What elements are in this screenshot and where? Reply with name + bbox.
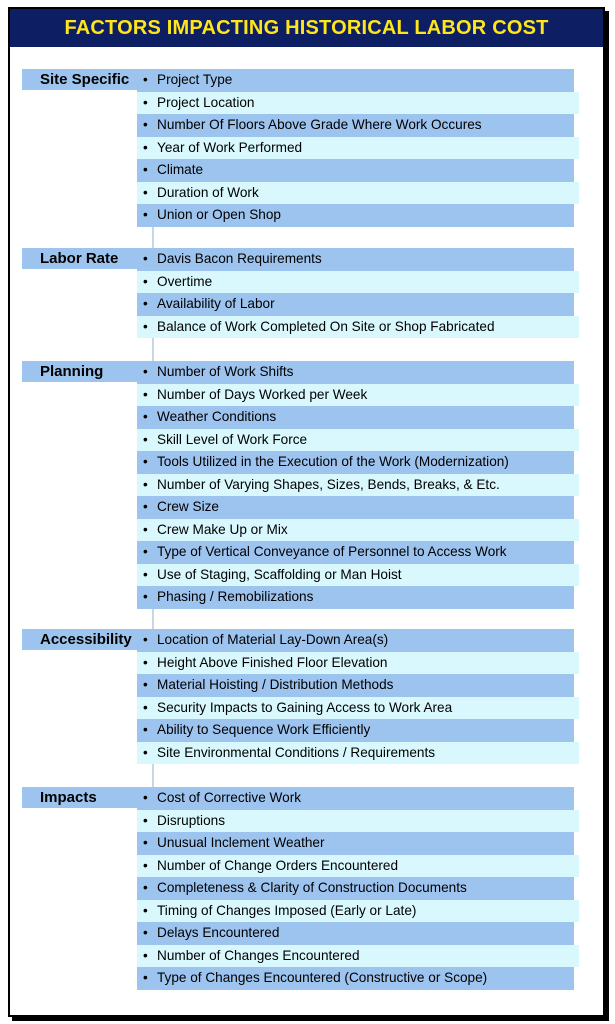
list-item: • Disruptions [137, 810, 579, 833]
list-item: • Overtime [137, 271, 579, 294]
list-item: • Duration of Work [137, 182, 579, 205]
list-item: • Availability of Labor [137, 293, 574, 316]
list-item: • Delays Encountered [137, 922, 574, 945]
list-item: • Balance of Work Completed On Site or Shop Fabricated [137, 316, 579, 339]
section-labor-rate [22, 248, 584, 338]
list-item: • Number of Work Shifts [137, 361, 574, 384]
section-connector [152, 764, 154, 787]
factor-list [137, 787, 574, 990]
list-item: • Skill Level of Work Force [137, 429, 579, 452]
section-impacts [22, 787, 584, 990]
section-label: Planning [22, 361, 146, 382]
list-item: • Site Environmental Conditions / Requirements [137, 742, 579, 765]
section-label: Site Specific [22, 69, 146, 90]
section-label: Impacts [22, 787, 146, 808]
list-item: • Phasing / Remobilizations [137, 586, 574, 609]
section-connector [152, 227, 154, 249]
section-connector [152, 609, 154, 630]
list-item: • Height Above Finished Floor Elevation [137, 652, 579, 675]
list-item: • Type of Changes Encountered (Constructive or Scope) [137, 967, 574, 990]
section-site-specific [22, 69, 584, 227]
list-item: • Security Impacts to Gaining Access to Work Area [137, 697, 579, 720]
list-item: • Use of Staging, Scaffolding or Man Hoist [137, 564, 579, 587]
factor-list [137, 248, 574, 338]
list-item: • Number of Changes Encountered [137, 945, 579, 968]
list-item: • Unusual Inclement Weather [137, 832, 574, 855]
list-item: • Location of Material Lay-Down Area(s) [137, 629, 574, 652]
factor-list [137, 361, 574, 609]
list-item: • Crew Make Up or Mix [137, 519, 579, 542]
list-item: • Number of Days Worked per Week [137, 384, 579, 407]
section-label: Accessibility [22, 629, 146, 650]
factor-list [137, 629, 574, 764]
section-planning [22, 361, 584, 609]
list-item: • Davis Bacon Requirements [137, 248, 574, 271]
list-item: • Climate [137, 159, 574, 182]
list-item: • Project Type [137, 69, 574, 92]
list-item: • Crew Size [137, 496, 574, 519]
list-item: • Ability to Sequence Work Efficiently [137, 719, 574, 742]
factor-list [137, 69, 574, 227]
list-item: • Number of Change Orders Encountered [137, 855, 579, 878]
list-item: • Number Of Floors Above Grade Where Work Occures [137, 114, 574, 137]
list-item: • Number of Varying Shapes, Sizes, Bends, Breaks, & Etc. [137, 474, 579, 497]
section-connector [152, 338, 154, 361]
section-label: Labor Rate [22, 248, 146, 269]
list-item: • Union or Open Shop [137, 204, 574, 227]
list-item: • Cost of Corrective Work [137, 787, 574, 810]
list-item: • Tools Utilized in the Execution of the Work (Modernization) [137, 451, 574, 474]
list-item: • Material Hoisting / Distribution Methods [137, 674, 574, 697]
list-item: • Type of Vertical Conveyance of Personnel to Access Work [137, 541, 574, 564]
list-item: • Project Location [137, 92, 579, 115]
list-item: • Year of Work Performed [137, 137, 579, 160]
list-item: • Weather Conditions [137, 406, 574, 429]
section-accessibility [22, 629, 584, 764]
list-item: • Completeness & Clarity of Construction Documents [137, 877, 574, 900]
list-item: • Timing of Changes Imposed (Early or Late) [137, 900, 579, 923]
diagram-title: FACTORS IMPACTING HISTORICAL LABOR COST [10, 9, 603, 47]
